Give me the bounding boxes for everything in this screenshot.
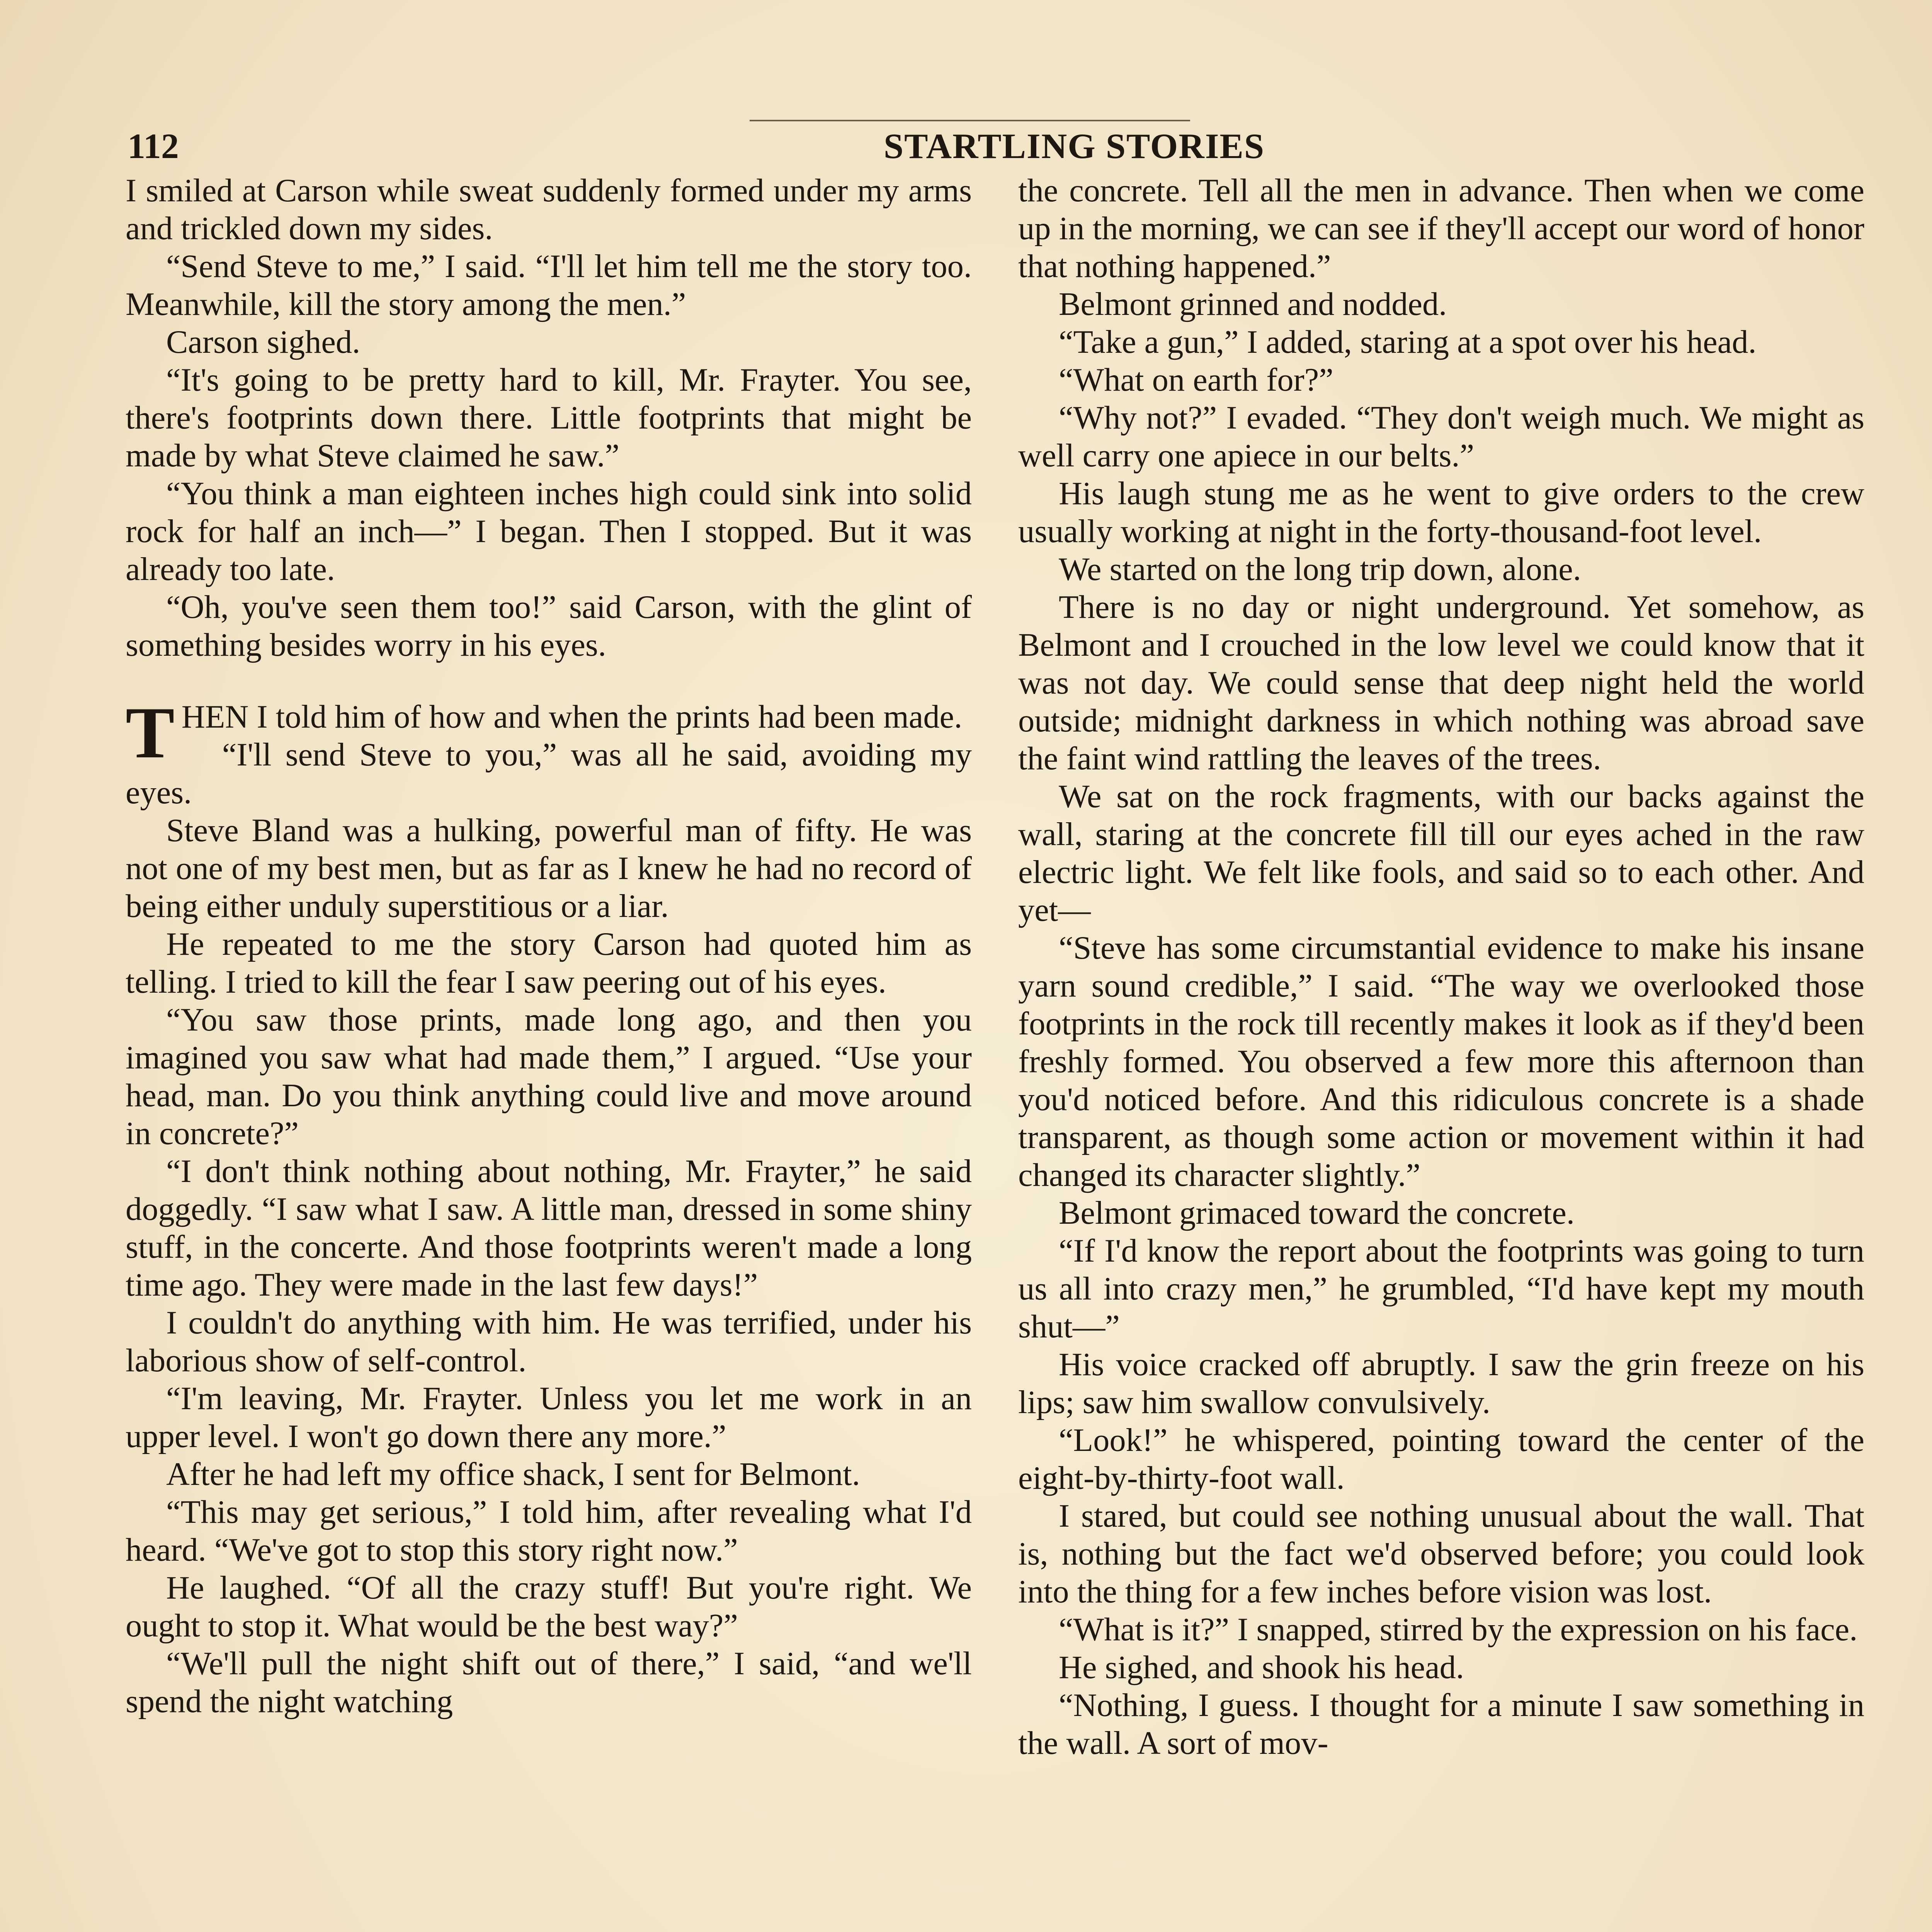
dropcap-paragraph-text: HEN I told him of how and when the prints had been made. <box>181 699 963 735</box>
paragraph: “I don't think nothing about nothing, Mr. Frayter,” he said doggedly. “I saw what I saw. A little man, dressed in some shiny stuff, in the concerte. And those footprints weren't made a long time ago. They were made in the last few days!” <box>126 1153 972 1303</box>
paragraph: He laughed. “Of all the crazy stuff! But you're right. We ought to stop it. What would be the best way?” <box>126 1570 972 1644</box>
paragraph: “Why not?” I evaded. “They don't weigh much. We might as well carry one apiece in our belts.” <box>1018 400 1864 474</box>
paragraph: “You think a man eighteen inches high could sink into solid rock for half an inch—” I began. Then I stopped. But it was already too late. <box>126 476 972 587</box>
page-header <box>128 123 1862 169</box>
paragraph: I couldn't do anything with him. He was terrified, under his laborious show of self-control. <box>126 1305 972 1379</box>
paragraph: “I'm leaving, Mr. Frayter. Unless you let me work in an upper level. I won't go down there any more.” <box>126 1381 972 1454</box>
paragraph: There is no day or night underground. Yet somehow, as Belmont and I crouched in the low level we could know that it was not day. We could sense that deep night held the world outside; midnight darkness in which nothing was abroad save the faint wind rattling the leaves of the trees. <box>1018 589 1864 777</box>
paragraph: His laugh stung me as he went to give orders to the crew usually working at night in the forty-thousand-foot level. <box>1018 476 1864 549</box>
paragraph: We started on the long trip down, alone. <box>1059 551 1581 587</box>
paragraph: His voice cracked off abruptly. I saw the grin freeze on his lips; saw him swallow convulsively. <box>1018 1347 1864 1420</box>
paragraph: He repeated to me the story Carson had quoted him as telling. I tried to kill the fear I saw peering out of his eyes. <box>126 926 972 1000</box>
paragraph: “Look!” he whispered, pointing toward the center of the eight-by-thirty-foot wall. <box>1018 1422 1864 1496</box>
paragraph: “Take a gun,” I added, staring at a spot over his head. <box>1059 324 1757 360</box>
paragraph: I stared, but could see nothing unusual about the wall. That is, nothing but the fact we'd observed before; you could look into the thing for a few inches before vision was lost. <box>1018 1498 1864 1610</box>
paragraph: “It's going to be pretty hard to kill, Mr. Frayter. You see, there's footprints down there. Little footprints that might be made by what Steve claimed he saw.” <box>126 362 972 474</box>
paragraph: Carson sighed. <box>166 324 361 360</box>
left-column <box>126 172 972 1932</box>
paragraph: “Oh, you've seen them too!” said Carson, with the glint of something besides worry in his eyes. <box>126 589 972 663</box>
paragraph: “I'll send Steve to you,” was all he said, avoiding my eyes. <box>126 737 972 811</box>
header-rule <box>750 120 1190 121</box>
paragraph: I smiled at Carson while sweat suddenly formed under my arms and trickled down my sides. <box>126 173 972 247</box>
paragraph: After he had left my office shack, I sent for Belmont. <box>166 1456 860 1492</box>
paragraph: Belmont grinned and nodded. <box>1059 286 1447 322</box>
paragraph: “Nothing, I guess. I thought for a minute I saw something in the wall. A sort of mov- <box>1018 1687 1864 1761</box>
paragraph: Steve Bland was a hulking, powerful man of fifty. He was not one of my best men, but as far as I knew he had no record of being either unduly superstitious or a liar. <box>126 813 972 924</box>
paragraph: “What is it?” I snapped, stirred by the expression on his face. <box>1059 1612 1858 1648</box>
paragraph: “We'll pull the night shift out of there,” I said, “and we'll spend the night watching <box>126 1646 972 1719</box>
paragraph: “If I'd know the report about the footprints was going to turn us all into crazy men,” he grumbled, “I'd have kept my mouth shut—” <box>1018 1233 1864 1345</box>
right-column <box>1018 172 1864 1932</box>
paragraph: “What on earth for?” <box>1059 362 1333 398</box>
page-number: 112 <box>128 126 179 166</box>
paragraph: “You saw those prints, made long ago, and then you imagined you saw what had made them,” I argued. “Use your head, man. Do you think anything could live and move around in concrete?” <box>126 1002 972 1151</box>
paragraph: “This may get serious,” I told him, after revealing what I'd heard. “We've got to stop this story right now.” <box>126 1494 972 1568</box>
paragraph: He sighed, and shook his head. <box>1059 1650 1464 1685</box>
running-title: STARTLING STORIES <box>883 126 1265 166</box>
paragraph: Belmont grimaced toward the concrete. <box>1059 1195 1575 1231</box>
paragraph: the concrete. Tell all the men in advance. Then when we come up in the morning, we can see if they'll accept our word of honor that nothing happened.” <box>1018 173 1864 284</box>
paragraph: “Send Steve to me,” I said. “I'll let him tell me the story too. Meanwhile, kill the story among the men.” <box>126 248 972 322</box>
drop-cap-letter: T <box>126 692 175 774</box>
paragraph: We sat on the rock fragments, with our backs against the wall, staring at the concrete fill till our eyes ached in the raw electric light. We felt like fools, and said so to each other. And yet— <box>1018 779 1864 928</box>
paragraph: “Steve has some circumstantial evidence to make his insane yarn sound credible,” I said. “The way we overlooked those footprints in the rock till recently makes it look as if they'd been freshly formed. You observed a few more this afternoon than you'd noticed before. And this ridiculous concrete is a shade transparent, as though some action or movement within it had changed its character slightly.” <box>1018 930 1864 1193</box>
